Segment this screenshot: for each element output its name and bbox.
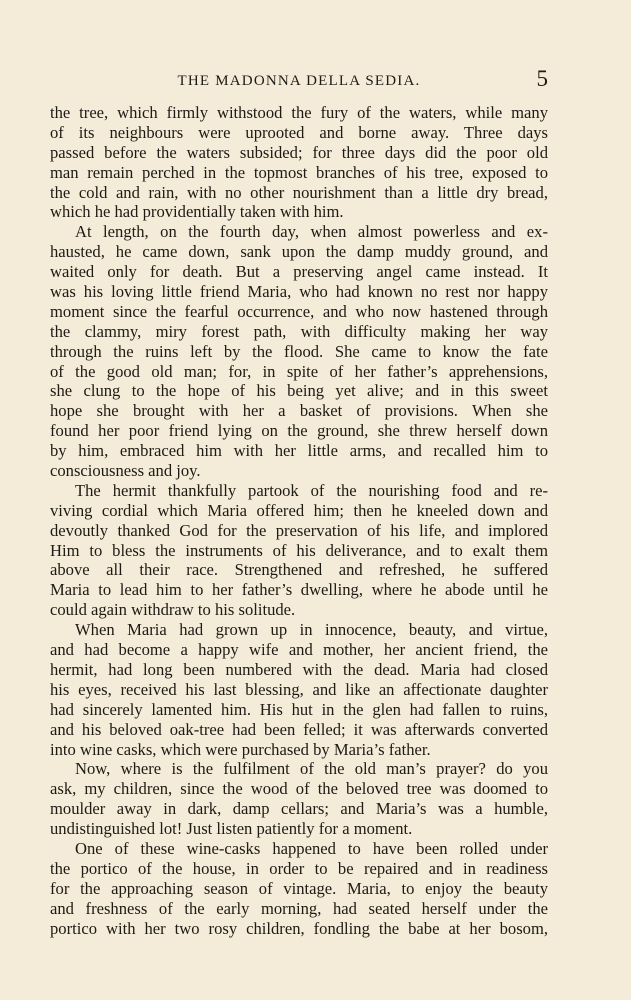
- text-line: The hermit thankfully partook of the nourishing food and re-: [75, 480, 548, 500]
- text-line: devoutly thanked God for the preservation of his life, and implored: [50, 520, 548, 540]
- text-line: portico with her two rosy children, fondling the babe at her bosom,: [50, 918, 548, 938]
- text-line: through the ruins left by the flood. She came to know the fate: [50, 341, 548, 361]
- text-line: his eyes, received his last blessing, and like an affectionate daughter: [50, 679, 548, 699]
- text-line: she clung to the hope of his being yet alive; and in this sweet: [50, 381, 548, 401]
- text-line: moulder away in dark, damp cellars; and Maria’s was a humble,: [50, 799, 548, 819]
- text-line: Him to bless the instruments of his deliverance, and to exalt them: [50, 540, 548, 560]
- text-line: of the good old man; for, in spite of her father’s apprehensions,: [50, 361, 548, 381]
- text-line: by him, embraced him with her little arms, and recalled him to: [50, 441, 548, 461]
- text-line: consciousness and joy.: [50, 461, 201, 481]
- text-line: which he had providentially taken with him.: [50, 202, 344, 222]
- page-header: [50, 66, 548, 94]
- text-line: could again withdraw to his solitude.: [50, 600, 296, 620]
- text-line: was his loving little friend Maria, who had known no rest nor happy: [50, 282, 548, 302]
- text-line: the tree, which firmly withstood the fury of the waters, while many: [50, 103, 548, 122]
- text-line: ask, my children, since the wood of the beloved tree was doomed to: [50, 779, 548, 799]
- text-line: the cold and rain, with no other nourishment than a little dry bread,: [50, 182, 548, 202]
- text-line: When Maria had grown up in innocence, beauty, and virtue,: [75, 620, 548, 640]
- text-line: and had become a happy wife and mother, her ancient friend, the: [50, 640, 548, 660]
- text-line: for the approaching season of vintage. Maria, to enjoy the beauty: [50, 878, 548, 898]
- text-line: moment since the fearful occurrence, and who now hastened through: [50, 301, 548, 321]
- text-line: and his beloved oak-tree had been felled; it was afterwards converted: [50, 719, 548, 739]
- text-line: Now, where is the fulfilment of the old man’s prayer? do you: [75, 759, 548, 779]
- body-text: [50, 103, 548, 938]
- text-line: One of these wine-casks happened to have been rolled under: [75, 838, 548, 858]
- text-line: into wine casks, which were purchased by Maria’s father.: [50, 739, 431, 759]
- text-line: hope she brought with her a basket of provisions. When she: [50, 401, 548, 421]
- text-line: undistinguished lot! Just listen patiently for a moment.: [50, 819, 413, 839]
- text-line: the portico of the house, in order to be repaired and in readiness: [50, 858, 548, 878]
- text-line: man remain perched in the topmost branches of his tree, exposed to: [50, 162, 548, 182]
- text-line: Maria to lead him to her father’s dwelling, where he abode until he: [50, 580, 548, 600]
- text-line: At length, on the fourth day, when almost powerless and ex-: [75, 222, 548, 242]
- text-line: hausted, he came down, sank upon the damp muddy ground, and: [50, 242, 548, 262]
- page-number: 5: [536, 66, 548, 91]
- text-line: of its neighbours were uprooted and borne away. Three days: [50, 122, 548, 142]
- text-line: the clammy, miry forest path, with difficulty making her way: [50, 321, 548, 341]
- text-line: viving cordial which Maria offered him; then he kneeled down and: [50, 500, 548, 520]
- text-line: passed before the waters subsided; for three days did the poor old: [50, 142, 548, 162]
- text-line: above all their race. Strengthened and refreshed, he suffered: [50, 560, 548, 580]
- text-line: had sincerely lamented him. His hut in the glen had fallen to ruins,: [50, 699, 548, 719]
- text-line: hermit, had long been numbered with the dead. Maria had closed: [50, 659, 548, 679]
- text-line: found her poor friend lying on the ground, she threw herself down: [50, 421, 548, 441]
- running-title: THE MADONNA DELLA SEDIA.: [177, 73, 421, 89]
- text-line: waited only for death. But a preserving angel came instead. It: [50, 262, 548, 282]
- text-line: and freshness of the early morning, had seated herself under the: [50, 898, 548, 918]
